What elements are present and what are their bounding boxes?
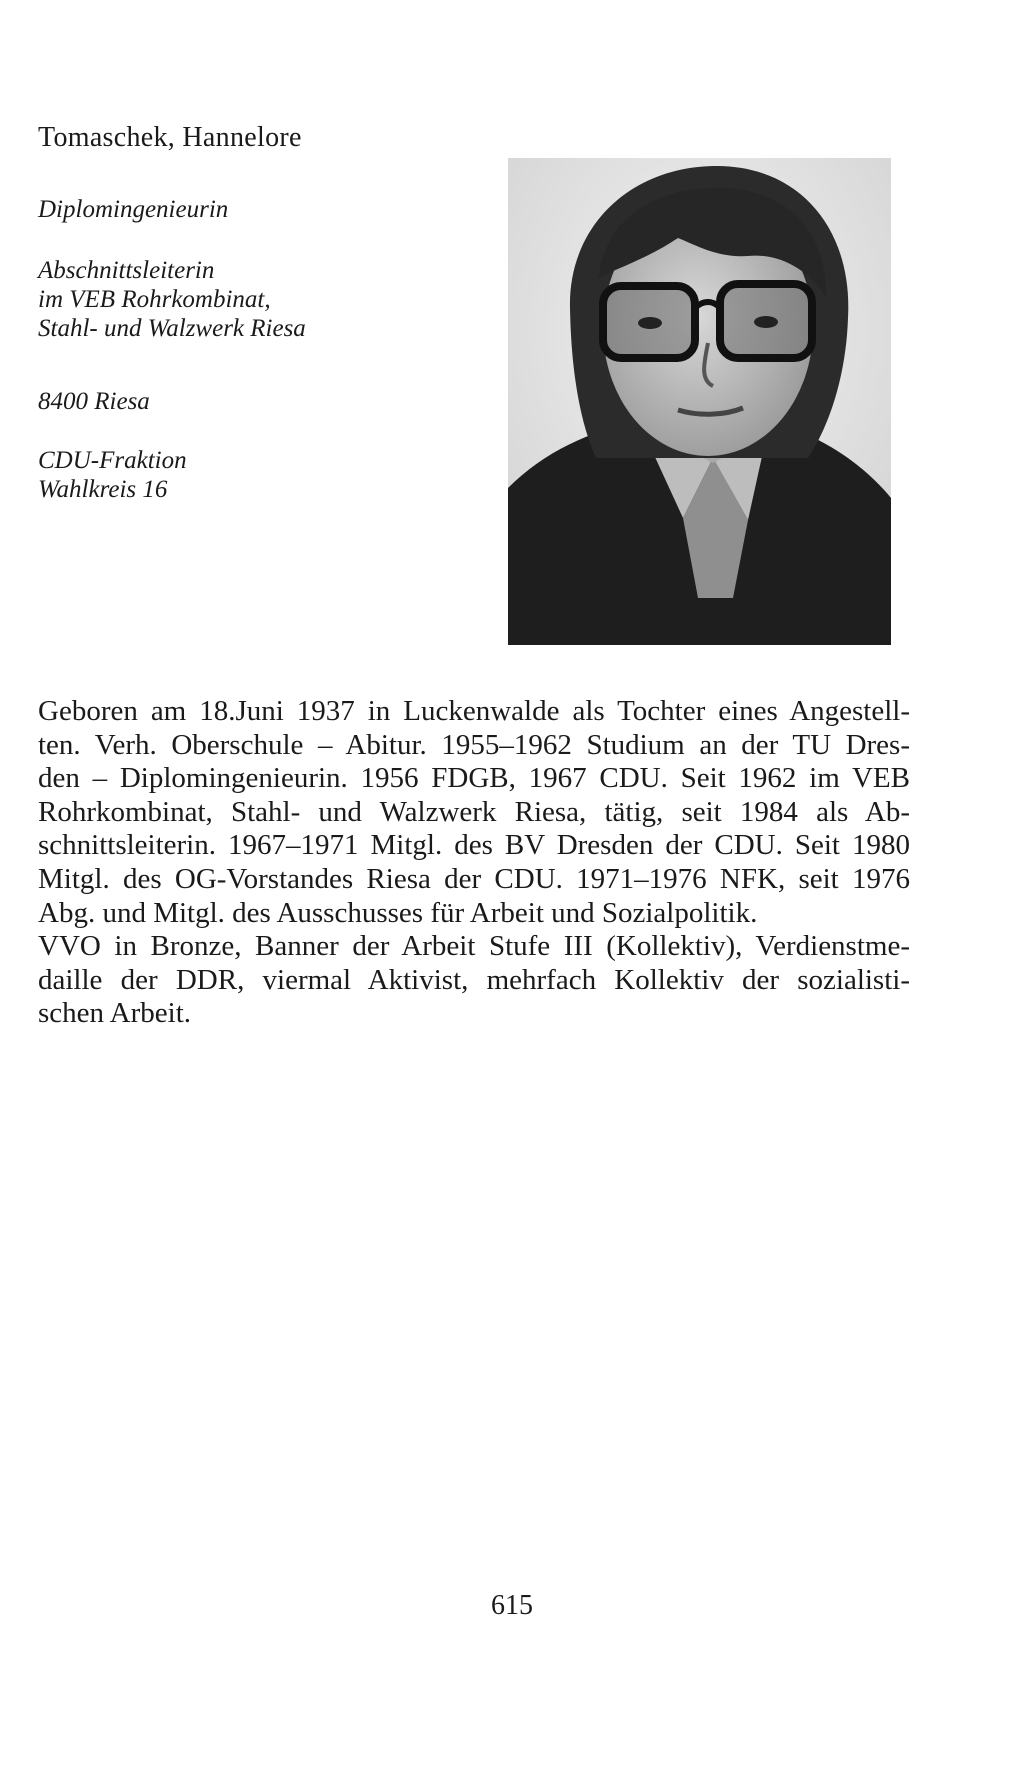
biography-line: Rohrkombinat, Stahl- und Walzwerk Riesa, tätig, seit 1984 als Ab- [38,795,910,828]
person-name: Tomaschek, Hannelore [38,122,302,153]
biography-line: den – Diplomingenieurin. 1956 FDGB, 1967 CDU. Seit 1962 im VEB [38,762,910,795]
page-number: 615 [491,1590,533,1621]
biography [38,695,910,1031]
position-line: im VEB Rohrkombinat, [38,286,271,313]
biography-line: Mitgl. des OG-Vorstandes Riesa der CDU. 1971–1976 NFK, seit 1976 [38,862,910,895]
position-line: Abschnittsleiterin [38,257,215,284]
biography-line: Geboren am 18.Juni 1937 in Luckenwalde als Tochter eines Angestell- [38,695,910,727]
city: 8400 Riesa [38,388,150,415]
biography-line: schnittsleiterin. 1967–1971 Mitgl. des BV Dresden der CDU. Seit 1980 [38,829,910,862]
faction-block [38,446,187,504]
biography-line: VVO in Bronze, Banner der Arbeit Stufe III (Kollektiv), Verdienstme- [38,930,910,963]
profession: Diplomingenieurin [38,196,229,223]
biography-line: ten. Verh. Oberschule – Abitur. 1955–1962 Studium an der TU Dres- [38,728,910,761]
position-block [38,256,306,343]
biography-line: Abg. und Mitgl. des Ausschusses für Arbeit und Sozialpolitik. [38,896,758,929]
biography-line: daille der DDR, viermal Aktivist, mehrfach Kollektiv der sozialisti- [38,963,910,996]
biography-line: schen Arbeit. [38,997,192,1030]
portrait-photo-icon [508,158,891,645]
faction-line: CDU-Fraktion [38,447,187,474]
faction-line: Wahlkreis 16 [38,476,168,503]
position-line: Stahl- und Walzwerk Riesa [38,315,306,342]
